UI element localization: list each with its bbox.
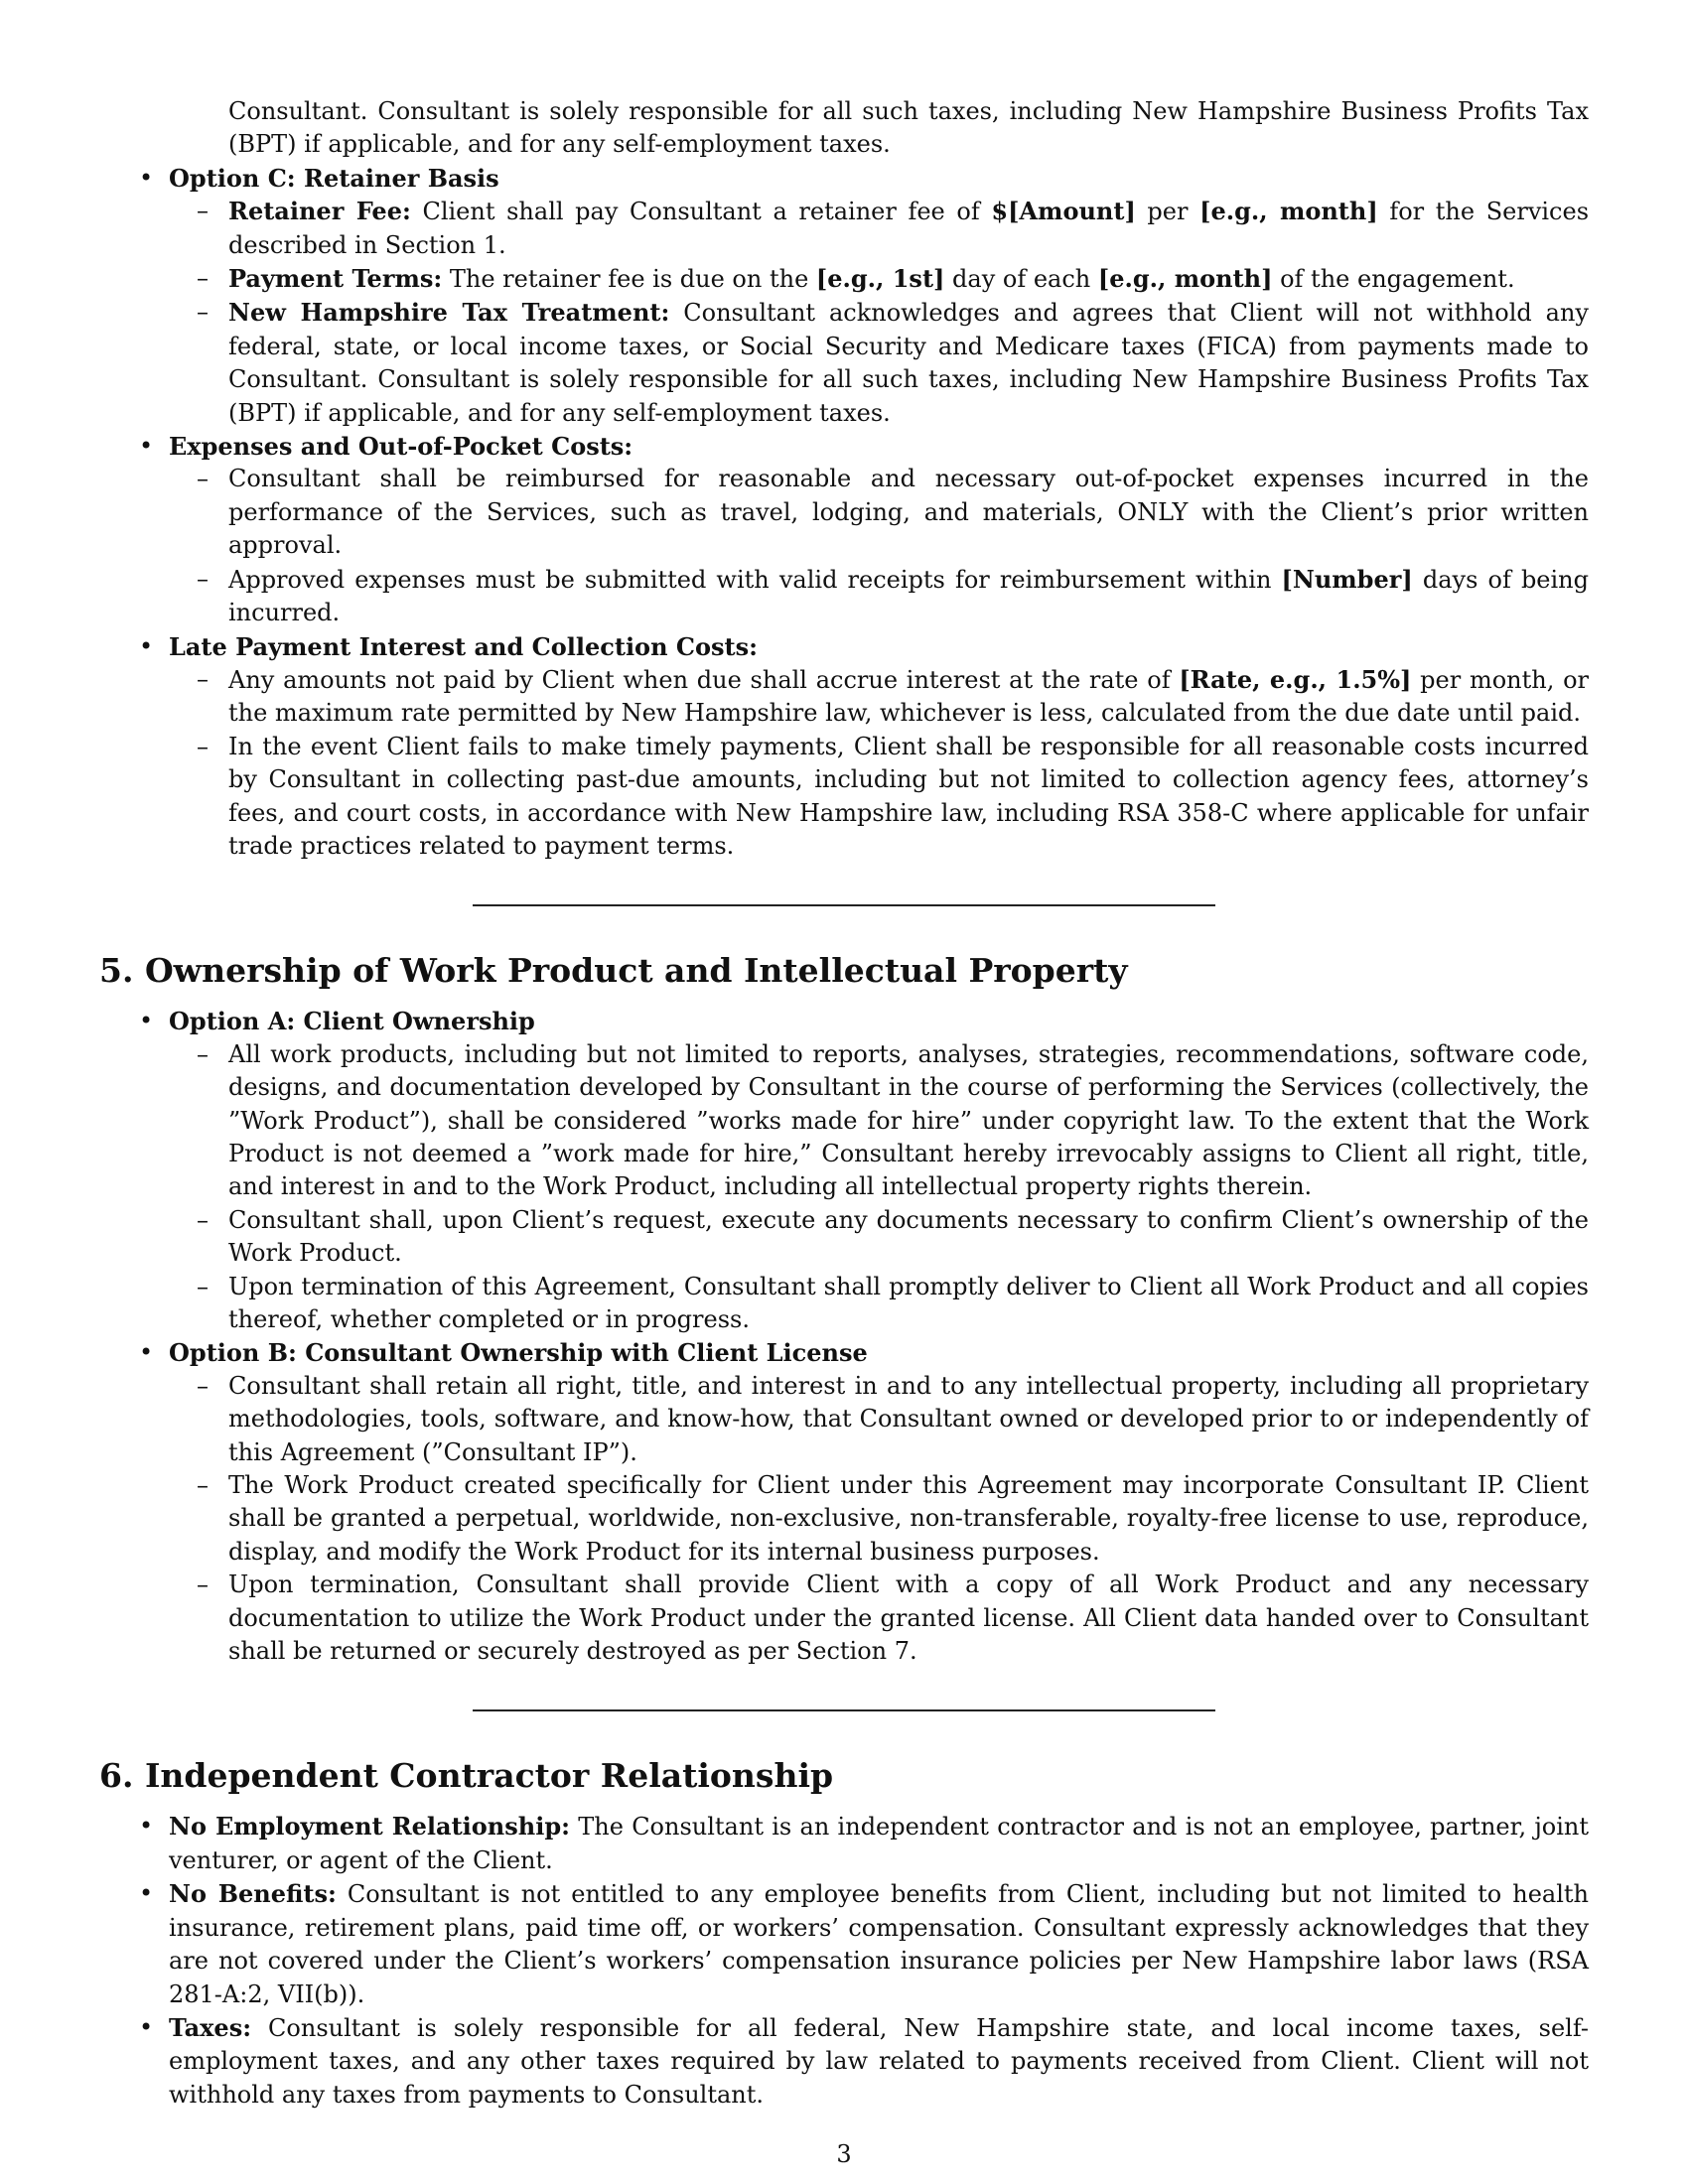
section-6-title: 6. Independent Contractor Relationship bbox=[99, 1756, 834, 1796]
late-payment-item bbox=[99, 630, 1589, 663]
option-b-item bbox=[99, 1336, 1589, 1369]
contractor-item bbox=[99, 1877, 1589, 2011]
expenses-heading: Expenses and Out-of-Pocket Costs: bbox=[169, 432, 633, 462]
option-a-subitem bbox=[99, 1038, 1589, 1204]
section-5-title: 5. Ownership of Work Product and Intellectual Property bbox=[99, 951, 1128, 991]
dash-marker: – bbox=[197, 732, 209, 760]
page-number: 3 bbox=[836, 2140, 852, 2168]
retainer-fee-item bbox=[99, 195, 1589, 262]
section-divider bbox=[473, 904, 1215, 906]
late-interest-text: Any amounts not paid by Client when due shall accrue interest at the rate of [Rate, e.g., 1.5%] per month, or the maximum rate permitted by New Hampshire law, whichever is less, calculated from the due date until paid. bbox=[228, 664, 1589, 728]
dash-marker: – bbox=[197, 564, 209, 593]
work-product-text: All work products, including but not limited to reports, analyses, strategies, recommendations, software code, designs, and documentation developed by Consultant in the course of performing the Services (collectively, the ”Work Product”), shall be considered ”works made for hire” under copyright law. To the extent that the Work Product is not deemed a ”work made for hire,” Consultant hereby irrevocably assigns to Client all right, title, and interest in and to the Work Product, including all intellectual property rights therein. bbox=[228, 1039, 1589, 1201]
termination-copy-text: Upon termination, Consultant shall provide Client with a copy of all Work Product and any necessary documentation to utilize the Work Product under the granted license. All Client data handed over to Consultant shall be returned or securely destroyed as per Section 7. bbox=[228, 1570, 1589, 1666]
bullet-marker: • bbox=[139, 631, 154, 660]
contractor-item bbox=[99, 1810, 1589, 1877]
contractor-item bbox=[99, 2011, 1589, 2112]
dash-marker: – bbox=[197, 465, 209, 493]
no-benefits-text: No Benefits: Consultant is not entitled to any employee benefits from Client, including but not limited to health insurance, retirement plans, paid time off, or workers’ compensation. Consultant expressly acknowledges that they are not covered under the Client’s workers’ compensation insurance policies per New Hampshire labor laws (RSA 281-A:2, VII(b)). bbox=[169, 1879, 1589, 2008]
option-a-item bbox=[99, 1005, 1589, 1037]
bullet-marker: • bbox=[139, 2012, 154, 2041]
retainer-fee-text: Retainer Fee: Client shall pay Consultant a retainer fee of $[Amount] per [e.g., month] for the Services described in Section 1. bbox=[228, 197, 1590, 259]
payment-terms-item bbox=[99, 262, 1589, 296]
no-employment-text: No Employment Relationship: The Consultant is an independent contractor and is not an employee, partner, joint venturer, or agent of the Client. bbox=[169, 1812, 1590, 1874]
option-a-heading: Option A: Client Ownership bbox=[169, 1007, 535, 1036]
expenses-subitem bbox=[99, 463, 1589, 562]
dash-marker: – bbox=[197, 664, 209, 693]
collection-costs-text: In the event Client fails to make timely payments, Client shall be responsible for all reasonable costs incurred by Consultant in collecting past-due amounts, including but not limited to collection agency fees, attorney’s fees, and court costs, in accordance with New Hampshire law, including RSA 358-C where applicable for unfair trade practices related to payment terms. bbox=[228, 732, 1589, 860]
expenses-reimbursement-text: Consultant shall be reimbursed for reasonable and necessary out-of-pocket expenses incurred in the performance of the Services, such as travel, lodging, and materials, ONLY with the Client’s prior written approval. bbox=[228, 465, 1589, 560]
dash-marker: – bbox=[197, 1570, 209, 1599]
bullet-marker: • bbox=[139, 163, 154, 192]
consultant-ip-text: Consultant shall retain all right, title, and interest in and to any intellectual property, including all proprietary methodologies, tools, software, and know-how, that Consultant owned or developed prior to or independently of this Agreement (”Consultant IP”). bbox=[228, 1371, 1589, 1466]
carryover-paragraph: Consultant. Consultant is solely responsible for all such taxes, including New Hampshire Business Profits Tax (BPT) if applicable, and for any self-employment taxes. bbox=[228, 97, 1589, 159]
dash-marker: – bbox=[197, 1471, 209, 1500]
late-payment-subitem bbox=[99, 663, 1589, 731]
dash-marker: – bbox=[197, 1039, 209, 1068]
execute-documents-text: Consultant shall, upon Client’s request, execute any documents necessary to confirm Client’s ownership of the Work Product. bbox=[228, 1205, 1589, 1268]
expenses-item bbox=[99, 430, 1589, 463]
option-b-subitem bbox=[99, 1569, 1589, 1668]
dash-marker: – bbox=[197, 298, 209, 327]
payment-terms-text: Payment Terms: The retainer fee is due on the [e.g., 1st] day of each [e.g., month] of the engagement. bbox=[228, 264, 1515, 294]
option-c-heading: Option C: Retainer Basis bbox=[169, 163, 499, 193]
late-payment-subitem bbox=[99, 731, 1589, 864]
bullet-marker: • bbox=[139, 1812, 154, 1841]
dash-marker: – bbox=[197, 264, 209, 293]
bullet-marker: • bbox=[139, 1879, 154, 1908]
nh-tax-text: New Hampshire Tax Treatment: Consultant acknowledges and agrees that Client will not withhold any federal, state, or local income taxes, or Social Security and Medicare taxes (FICA) from payments made to Consultant. Consultant is solely responsible for all such taxes, including New Hampshire Business Profits Tax (BPT) if applicable, and for any self-employment taxes. bbox=[228, 298, 1589, 427]
expenses-receipts-text: Approved expenses must be submitted with valid receipts for reimbursement within [Number] days of being incurred. bbox=[228, 564, 1590, 627]
bullet-marker: • bbox=[139, 432, 154, 461]
dash-marker: – bbox=[197, 1205, 209, 1234]
document-page bbox=[99, 95, 1589, 2112]
option-c-item bbox=[99, 162, 1589, 195]
dash-marker: – bbox=[197, 197, 209, 225]
option-b-heading: Option B: Consultant Ownership with Client License bbox=[169, 1338, 868, 1368]
dash-marker: – bbox=[197, 1371, 209, 1400]
late-payment-heading: Late Payment Interest and Collection Costs: bbox=[169, 631, 758, 661]
dash-marker: – bbox=[197, 1272, 209, 1300]
option-b-subitem bbox=[99, 1370, 1589, 1469]
expenses-subitem bbox=[99, 563, 1589, 630]
option-a-subitem bbox=[99, 1271, 1589, 1337]
option-a-subitem bbox=[99, 1204, 1589, 1271]
taxes-text: Taxes: Consultant is solely responsible for all federal, New Hampshire state, and local income taxes, self-employment taxes, and any other taxes required by law related to payments received from Client. Client will not withhold any taxes from payments to Consultant. bbox=[169, 2012, 1589, 2109]
section-divider bbox=[473, 1709, 1215, 1711]
nh-tax-item bbox=[99, 296, 1589, 430]
bullet-marker: • bbox=[139, 1007, 154, 1035]
license-grant-text: The Work Product created specifically for Client under this Agreement may incorporate Consultant IP. Client shall be granted a perpetual, worldwide, non-exclusive, non-transferable, royalty-free license to use, reproduce, display, and modify the Work Product for its internal business purposes. bbox=[228, 1471, 1589, 1566]
option-b-subitem bbox=[99, 1469, 1589, 1569]
bullet-marker: • bbox=[139, 1338, 154, 1367]
deliver-work-product-text: Upon termination of this Agreement, Consultant shall promptly deliver to Client all Work Product and all copies thereof, whether completed or in progress. bbox=[228, 1272, 1589, 1333]
